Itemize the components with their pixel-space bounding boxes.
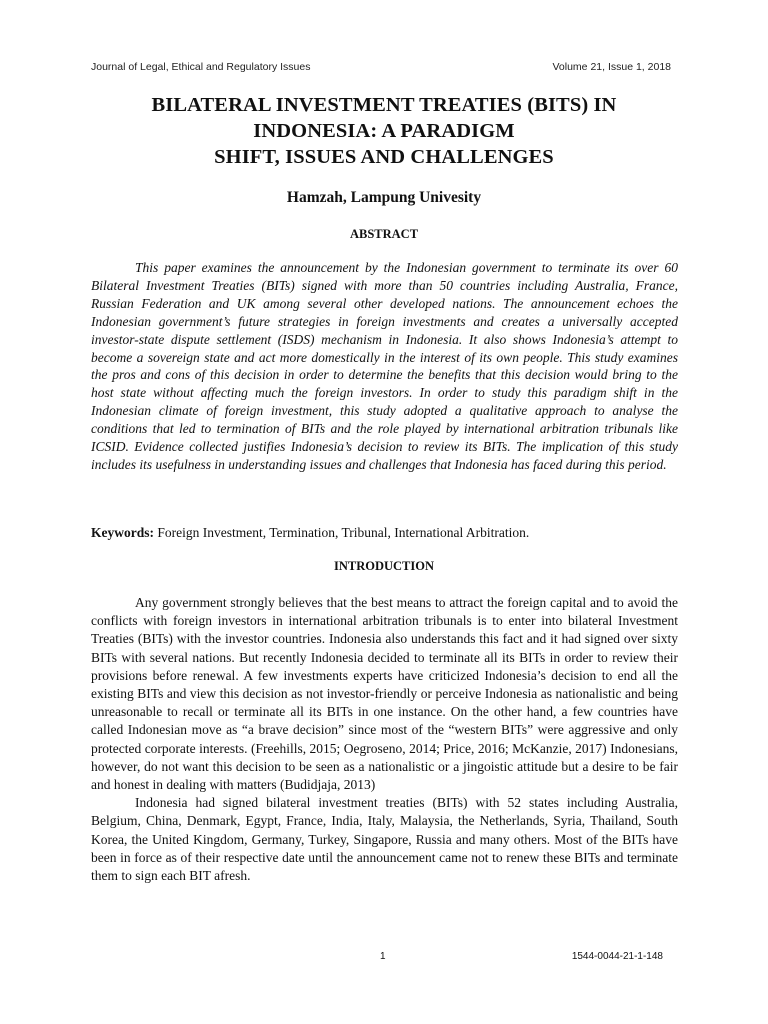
introduction-heading: INTRODUCTION xyxy=(333,559,434,573)
author-affiliation: Hamzah, Lampung Univesity xyxy=(286,189,482,206)
intro-paragraph-1: Any government strongly believes that the best means to attract the foreign capital and to avoid the conflicts with foreign investors in international arbitration tribunals is to enter into bilateral Investment Treaties (BITs) with the investor countries. Indonesia also understands this fact and it had signed over sixty BITs with several nations. But recently Indonesia decided to terminate all its BITs in order to review their provisions before renewal. A few investments experts have criticized Indonesia’s decision to end all the existing BITs and view this decision as not investor-friendly or perceive Indonesia as nationalistic and being unreasonable to recall or terminate all its BITs in one instance. On the other hand, a few countries have called Indonesian move as “a brave decision” since most of the “western BITs” were aggressive and only protected corporate interests. (Freehills, 2015; Oegroseno, 2014; Price, 2016; McKanzie, 2017) Indonesians, however, do not want this decision to be seen as a nationalistic or a jingoistic attitude but a desire to be fair and honest in dealing with matters (Budidjaja, 2013) xyxy=(91,595,678,793)
title-line-3: SHIFT, ISSUES AND CHALLENGES xyxy=(214,146,554,168)
journal-name: Journal of Legal, Ethical and Regulatory Issues xyxy=(91,61,311,73)
intro-paragraph-2: Indonesia had signed bilateral investment treaties (BITs) with 52 states including Australia, Belgium, China, Denmark, Egypt, France, India, Italy, Malaysia, the Netherlands, Syria, Thailand, South Korea, the United Kingdom, Germany, Turkey, Singapore, Russia and many others. Most of the BITs have been in force as of their respective date until the announcement came not to renew these BITs and terminate them to sign each BIT afresh. xyxy=(91,795,678,884)
running-header xyxy=(91,61,671,73)
abstract-heading: ABSTRACT xyxy=(349,227,419,241)
keywords-text: Foreign Investment, Termination, Tribunal, International Arbitration. xyxy=(154,525,530,540)
title-line-1: BILATERAL INVESTMENT TREATIES (BITS) IN xyxy=(151,94,617,116)
volume-issue: Volume 21, Issue 1, 2018 xyxy=(552,61,671,73)
abstract-text: This paper examines the announcement by the Indonesian government to terminate its over 60 Bilateral Investment Treaties (BITs) signed with more than 50 countries including Australia, France, Russian Federation and UK among several other developed nations. The announcement echoes the Indonesian government’s future strategies in foreign investments and creates a universally accepted investor-state dispute settlement (ISDS) mechanism in Indonesia. It also shows Indonesia’s attempt to become a sovereign state and act more domestically in the interest of its own people. This study examines the pros and cons of this decision in order to determine the benefits that this decision would bring to the host state without affecting much the foreign investors. In order to study this paradigm shift in the Indonesian climate of foreign investment, this study adopted a qualitative approach to analyse the conditions that led to termination of BITs and the role played by international arbitration tribunals like ICSID. Evidence collected justifies Indonesia’s decision to review its BITs. The implication of this study includes its usefulness in understanding issues and challenges that Indonesia has faced during this period. xyxy=(91,260,678,472)
introduction-body xyxy=(91,594,678,885)
title-line-2: INDONESIA: A PARADIGM xyxy=(253,120,515,142)
keywords-label: Keywords: xyxy=(91,525,154,540)
keywords xyxy=(91,525,678,541)
page-number: 1 xyxy=(380,951,386,962)
document-id: 1544-0044-21-1-148 xyxy=(571,951,663,962)
paper-title xyxy=(60,92,708,170)
